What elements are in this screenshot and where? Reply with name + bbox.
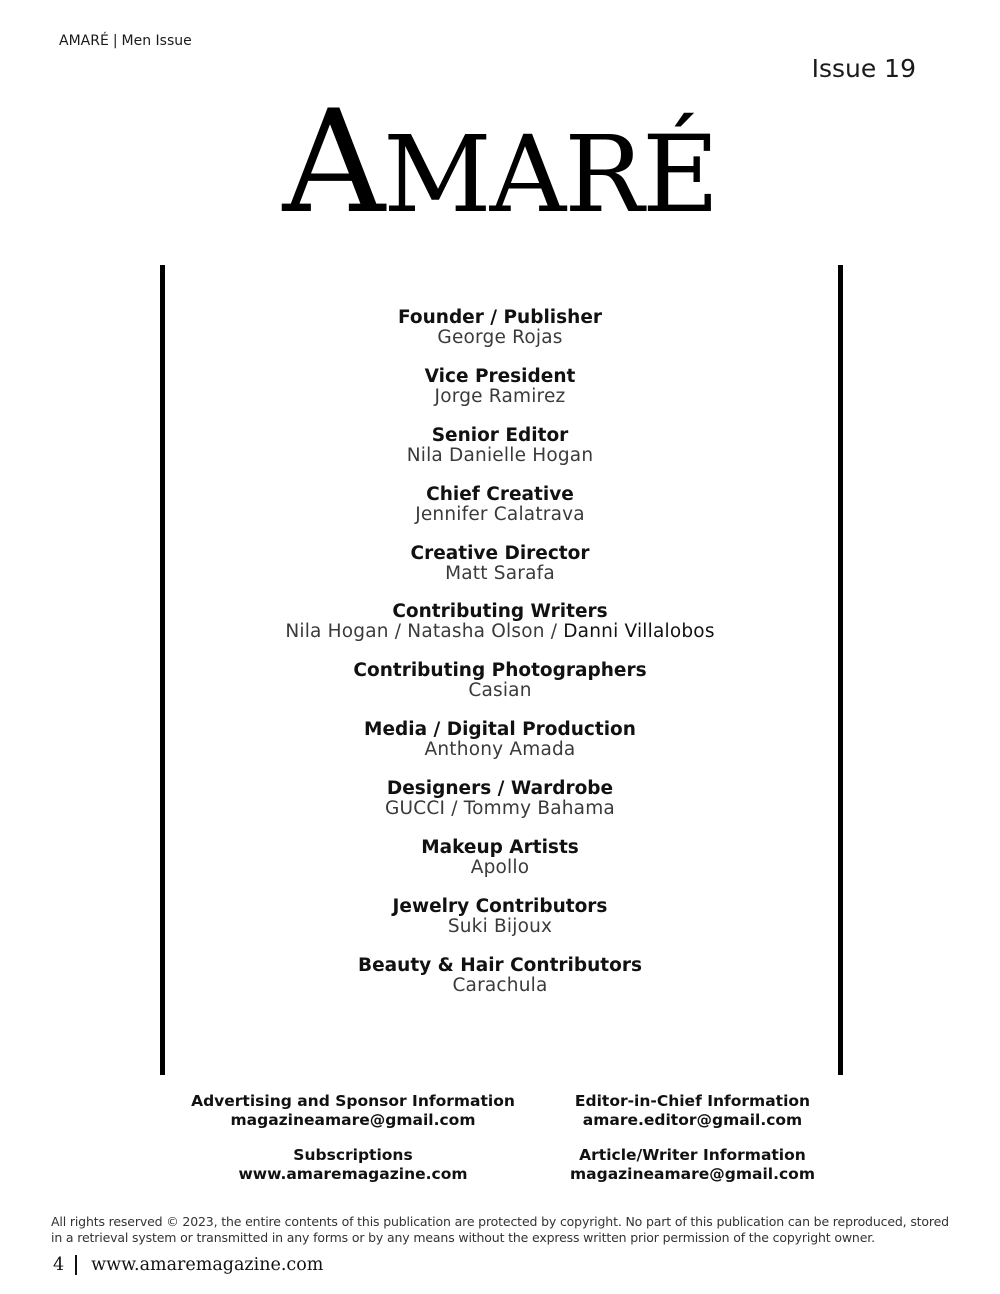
credit-role: Senior Editor <box>431 424 569 446</box>
page-number: 4 <box>53 1255 65 1275</box>
footer-divider <box>75 1255 77 1275</box>
credit-item <box>165 426 835 485</box>
credit-item <box>165 720 835 779</box>
subscriptions-url-link[interactable]: www.amaremagazine.com <box>238 1165 468 1183</box>
advertising-email-link[interactable]: magazineamare@gmail.com <box>230 1111 476 1129</box>
credit-item <box>165 602 835 661</box>
credit-name: Nila Danielle Hogan <box>406 444 594 466</box>
editor-label: Editor-in-Chief Information <box>574 1092 811 1110</box>
credit-role: Founder / Publisher <box>398 307 602 328</box>
credit-name: GUCCI / Tommy Bahama <box>385 798 615 820</box>
credit-role: Creative Director <box>410 542 590 564</box>
writer-contact <box>550 1146 835 1184</box>
editor-email-link[interactable]: amare.editor@gmail.com <box>582 1111 803 1129</box>
running-head <box>59 33 192 49</box>
credit-role: Chief Creative <box>426 483 574 505</box>
footer-url-link[interactable]: www.amaremagazine.com <box>91 1255 324 1275</box>
credit-name: Carachula <box>452 974 548 996</box>
copyright-notice: All rights reserved © 2023, the entire contents of this publication are protected by copyright. No part of this publication can be reproduced, stored in a retrieval system or transmitted in any forms or by any means without the express written prior permission of the copyright owner. <box>51 1214 949 1245</box>
credit-name: Anthony Amada <box>424 739 576 761</box>
masthead-first-letter: A <box>282 80 384 245</box>
credit-item <box>165 661 835 720</box>
credit-item <box>165 838 835 897</box>
credits-list <box>165 308 835 1015</box>
credit-name: Suki Bijoux <box>447 915 553 937</box>
credit-role: Contributing Writers <box>392 601 608 623</box>
credit-item <box>165 367 835 426</box>
running-head-section: Men Issue <box>121 33 192 49</box>
advertising-label: Advertising and Sponsor Information <box>191 1092 515 1110</box>
credit-role: Makeup Artists <box>421 837 579 859</box>
credit-name: Matt Sarafa <box>445 562 555 584</box>
running-head-separator: | <box>112 33 118 49</box>
credit-name: Apollo <box>470 857 530 879</box>
credit-item <box>165 956 835 1015</box>
masthead-logo <box>0 80 1000 245</box>
credit-name: George Rojas <box>437 327 563 348</box>
credit-role: Designers / Wardrobe <box>386 778 614 800</box>
credit-item <box>165 544 835 603</box>
writer-email-link[interactable]: magazineamare@gmail.com <box>570 1165 815 1183</box>
credit-role: Vice President <box>424 365 576 387</box>
credit-name: Jorge Ramirez <box>434 385 566 407</box>
credit-name: Casian <box>468 680 532 702</box>
right-vertical-rule <box>838 265 843 1075</box>
credit-name-extra: Danni Villalobos <box>557 621 715 643</box>
credit-item <box>165 897 835 956</box>
credit-name: Jennifer Calatrava <box>415 503 585 525</box>
writer-label: Article/Writer Information <box>579 1146 806 1164</box>
credit-item <box>165 308 835 367</box>
credit-role: Jewelry Contributors <box>392 895 608 917</box>
running-head-brand: AMARÉ <box>59 33 109 49</box>
advertising-contact <box>183 1092 523 1130</box>
credit-role: Contributing Photographers <box>353 660 647 682</box>
page-footer <box>53 1255 323 1275</box>
credit-name-part: Nila Hogan / Natasha Olson / <box>285 621 558 643</box>
subscriptions-label: Subscriptions <box>293 1146 413 1164</box>
credit-name <box>165 622 835 642</box>
credit-item <box>165 485 835 544</box>
subscriptions-contact <box>183 1146 523 1184</box>
credit-item <box>165 779 835 838</box>
masthead-rest: MARÉ <box>383 113 718 236</box>
credit-role: Beauty & Hair Contributors <box>358 954 642 976</box>
editor-contact <box>550 1092 835 1130</box>
issue-label: Issue 19 <box>811 54 916 83</box>
credit-role: Media / Digital Production <box>364 719 636 741</box>
